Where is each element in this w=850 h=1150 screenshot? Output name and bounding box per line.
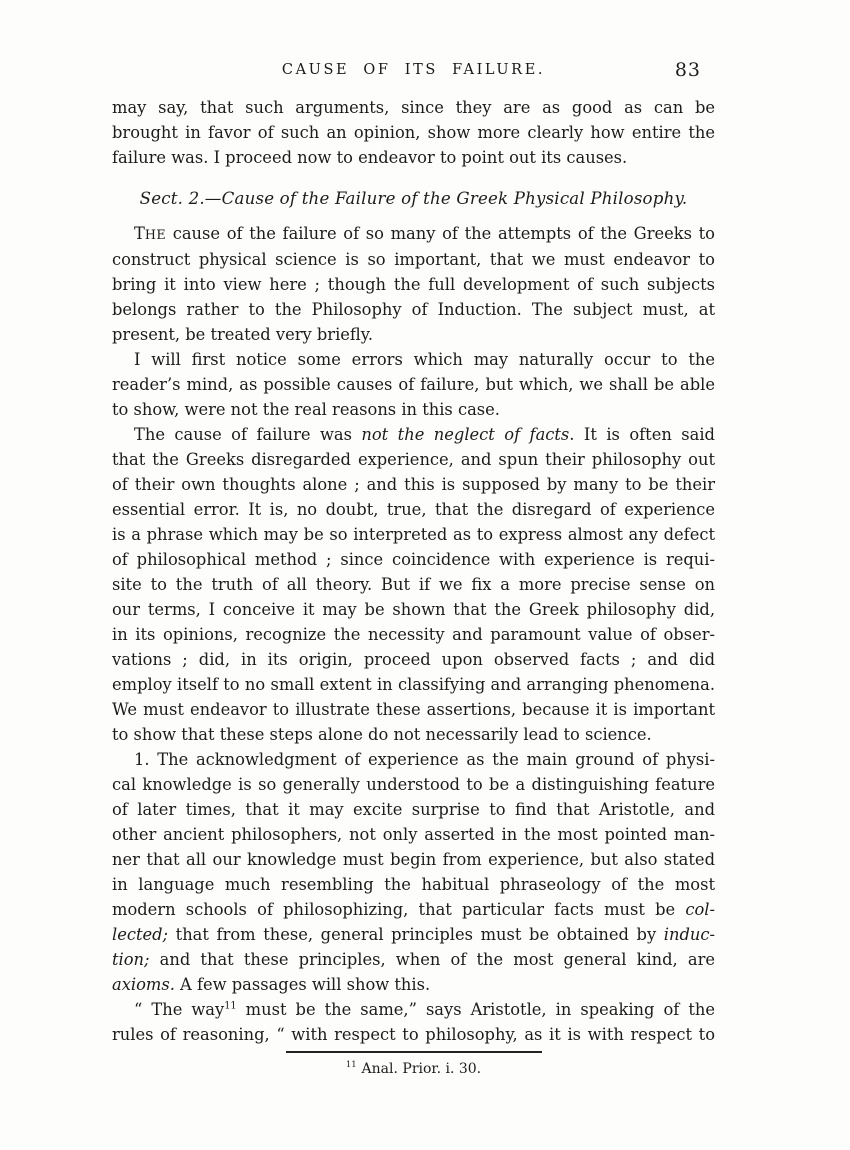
text-line: that the Greeks disregarded experience, and spun their philosophy out [112,450,715,469]
footnote-area [112,1051,715,1078]
footnote [112,1060,715,1078]
text-line: essential error. It is, no doubt, true, that the disregard of experience [112,500,715,519]
running-head [112,59,715,86]
text-line: failure was. I proceed now to endeavor to point out its causes. [112,148,628,167]
page-number: 83 [674,59,701,81]
text-line: to show, were not the real reasons in this case. [112,400,500,419]
text-line: The cause of failure was not the neglect of facts. It is often said [134,425,715,444]
text-line: We must endeavor to illustrate these assertions, because it is important [112,700,715,719]
text-line: brought in favor of such an opinion, show more clearly how entire the [112,123,715,142]
text-line: to show that these steps alone do not necessarily lead to science. [112,725,652,744]
paragraph [112,347,715,422]
text-line: belongs rather to the Philosophy of Induction. The subject must, at [112,300,715,319]
text-line: ner that all our knowledge must begin from experience, but also stated [112,850,715,869]
text-line: 1. The acknowledgment of experience as the main ground of physi- [134,750,715,769]
text-line: I will first notice some errors which may naturally occur to the [134,350,715,369]
text-line: other ancient philosophers, not only asserted in the most pointed man- [112,825,715,844]
text-line: bring it into view here ; though the full development of such subjects [112,275,715,294]
section-heading: Sect. 2.—Cause of the Failure of the Greek Physical Philosophy. [139,189,688,208]
paragraph [112,95,715,170]
text-line: in language much resembling the habitual phraseology of the most [112,875,715,894]
footnote-marker: 11 [345,1059,357,1070]
text-line: employ itself to no small extent in classifying and arranging phenomena. [112,675,715,694]
text-line: cal knowledge is so generally understood to be a distinguishing feature [112,775,715,794]
text-line: axioms. A few passages will show this. [112,975,431,994]
text-line: THE cause of the failure of so many of the attempts of the Greeks to [134,224,715,243]
paragraph [112,997,715,1047]
paragraph [112,221,715,347]
text-line: site to the truth of all theory. But if we fix a more precise sense on [112,575,715,594]
text-line: tion; and that these principles, when of the most general kind, are [112,950,715,969]
paragraph [112,422,715,747]
text-line: present, be treated very briefly. [112,325,373,344]
text-line: modern schools of philosophizing, that particular facts must be col- [112,900,715,919]
text-line: may say, that such arguments, since they are as good as can be [112,98,715,117]
text-line: lected; that from these, general principles must be obtained by induc- [112,925,715,944]
text-line: rules of reasoning, “ with respect to philosophy, as it is with respect to [112,1025,715,1044]
footnote-text: Anal. Prior. i. 30. [361,1061,482,1077]
text-line: reader’s mind, as possible causes of failure, but which, we shall be able [112,375,715,394]
text-line: construct physical science is so important, that we must endeavor to [112,250,715,269]
text-line: is a phrase which may be so interpreted as to express almost any defect [112,525,715,544]
text-line: of philosophical method ; since coincidence with experience is requi- [112,550,715,569]
text-line: “ The way$^{11}$ must be the same,” says Aristotle, in speaking of the [134,1000,715,1019]
running-header-title: CAUSE OF ITS FAILURE. [281,62,546,78]
footnote-divider [286,1051,542,1053]
text-line: of later times, that it may excite surprise to find that Aristotle, and [112,800,715,819]
paragraph [112,747,715,997]
text-line: of their own thoughts alone ; and this is supposed by many to be their [112,475,715,494]
text-line: our terms, I conceive it may be shown that the Greek philosophy did, [112,600,715,619]
text-line: in its opinions, recognize the necessity and paramount value of obser- [112,625,715,644]
text-line: vations ; did, in its origin, proceed upon observed facts ; and did [112,650,715,669]
page-body [112,95,715,1047]
